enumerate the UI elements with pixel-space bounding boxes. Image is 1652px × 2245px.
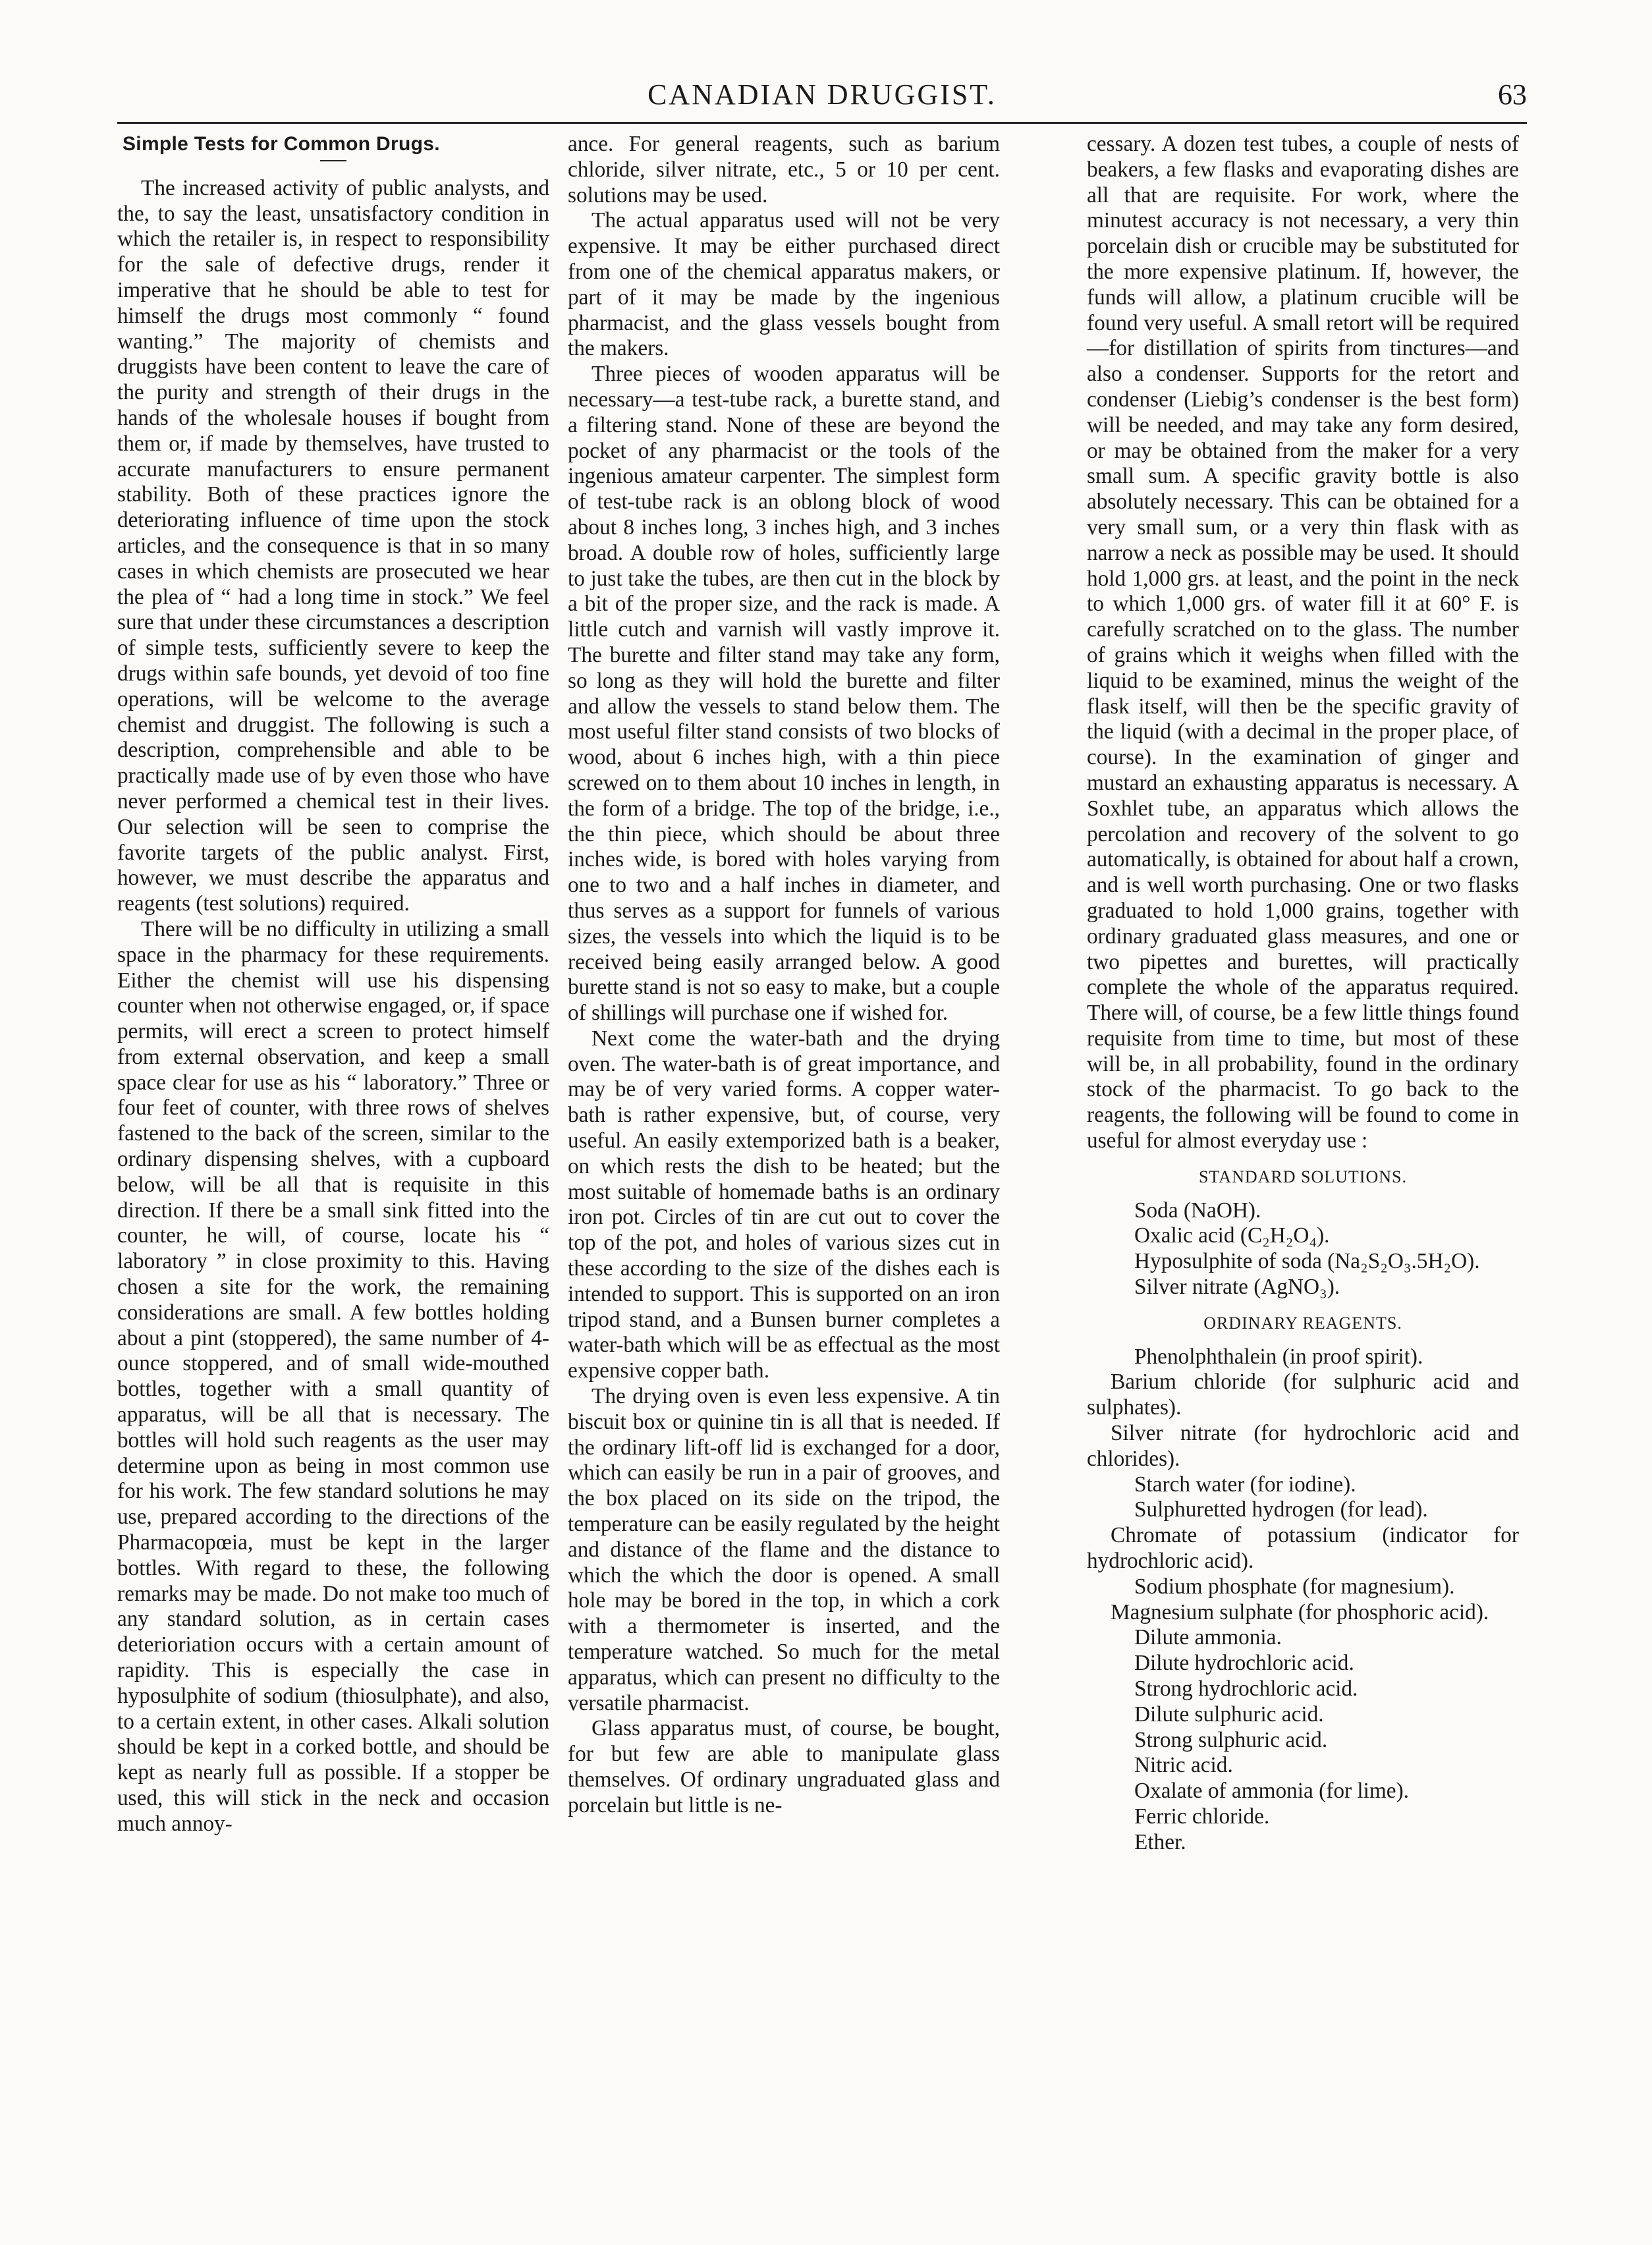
list-item: Ether. <box>1134 1829 1186 1854</box>
title-dash <box>320 160 346 161</box>
paragraph: Next come the water-bath and the drying oven. The water-bath is of great importance, and may be of very varied forms. A copper water-bath is rather expensive, but, of course, very useful. An easily extemporized bath is a beaker, on which rests the dish to be heated; but the most suitable of homemade baths is an ordinary iron pot. Circles of tin are cut out to cover the top of the pot, and holes of various sizes cut in these according to the size of the dishes each is intended to support. This is supported on an iron tripod stand, and a Bunsen burner completes a water-bath which will be as effectual as the most expensive copper bath. <box>568 1026 1000 1383</box>
list-item: Magnesium sulphate (for phosphoric acid). <box>1111 1599 1489 1624</box>
list-item: Dilute ammonia. <box>1134 1625 1282 1650</box>
paragraph: The drying oven is even less expensive. A tin biscuit box or quinine tin is all that is needed. If the ordinary lift-off lid is exchanged for a door, which can easily be run in a pair of grooves, and the box placed on its side on the tripod, the temperature can be easily regulated by the height and distance of the flame and the distance to which the which the door is opened. A small hole may be bored in the top, in which a cork with a thermometer is inserted, and the temperature watched. So much for the metal apparatus, which can present no difficulty to the versatile pharmacist. <box>568 1384 1000 1715</box>
list-item: Oxalic acid (C₂H₂O₄). <box>1134 1223 1330 1248</box>
paragraph: There will be no difficulty in utilizing a small space in the pharmacy for these requirements. Either the chemist will use his dispensing counter when not otherwise engaged, or, if space permits, will erect a screen to protect himself from external observation, and keep a small space clear for use as his “ laboratory.” Three or four feet of counter, with three rows of shelves fastened to the back of the screen, similar to the ordinary dispensing shelves, with a cupboard below, will be all that is requisite in this direction. If there be a small sink fitted into the counter, he will, of course, locate his “ laboratory ” in close proximity to this. Having chosen a site for the work, the remaining considerations are small. A few bottles holding about a pint (stoppered), the same number of 4-ounce stoppered, and of small wide-mouthed bottles, together with a small quantity of apparatus, will be all that is necessary. The bottles will hold such reagents as the user may determine upon as being in most common use for his work. The few standard solutions he may use, prepared according to the directions of the Pharmacopœia, must be kept in the larger bottles. With regard to these, the following remarks may be made. Do not make too much of any standard solution, as in certain cases deterioriation occurs with a certain amount of rapidity. This is especially the case in hyposulphite of sodium (thiosulphate), and also, to a certain extent, in other cases. Alkali solution should be kept in a corked bottle, and should be kept as nearly full as possible. If a stopper be used, this will stick in the neck and occasion much annoy- <box>117 916 549 1836</box>
list-item: Starch water (for iodine). <box>1134 1472 1356 1497</box>
journal-title: CANADIAN DRUGGIST. <box>647 78 997 111</box>
list-item: Soda (NaOH). <box>1134 1198 1261 1223</box>
article-title: Simple Tests for Common Drugs. <box>123 133 440 155</box>
paragraph: cessary. A dozen test tubes, a couple of nests of beakers, a few flasks and evaporating dishes are all that are requisite. For work, where the minutest accuracy is not necessary, a very thin porcelain dish or crucible may be substituted for the more expensive platinum. If, however, the funds will allow, a platinum crucible will be found very useful. A small retort will be required—for distillation of spirits from tinctures—and also a condenser. Supports for the retort and condenser (Liebig’s condenser is the best form) will be needed, and may take any form desired, or may be obtained from the maker for a very small sum. A specific gravity bottle is also absolutely necessary. This can be obtained for a very small sum, or a very thin flask with as narrow a neck as possible may be used. It should hold 1,000 grs. at least, and the point in the neck to which 1,000 grs. of water fill it at 60° F. is carefully scratched on to the glass. The number of grains which it weighs when filled with the liquid to be examined, minus the weight of the flask itself, will then be the specific gravity of the liquid (with a decimal in the proper place, of course). In the examination of ginger and mustard an exhausting apparatus is necessary. A Soxhlet tube, an apparatus which allows the percolation and recovery of the solvent to go automatically, is obtained for about half a crown, and is well worth purchasing. One or two flasks graduated to hold 1,000 grains, together with ordinary graduated glass measures, and one or two pipettes and burettes, will practically complete the whole of the apparatus required. There will, of course, be a few little things found requisite from time to time, but most of these will be, in all probability, found in the ordinary stock of the pharmacist. To go back to the reagents, the following will be found to come in useful for almost everyday use : <box>1087 132 1519 1153</box>
standard-solutions-heading: STANDARD SOLUTIONS. <box>1199 1167 1407 1186</box>
list-item: Chromate of potassium (indicator for hydrochloric acid). <box>1087 1523 1519 1574</box>
list-item: Barium chloride (for sulphuric acid and sulphates). <box>1087 1370 1519 1420</box>
paragraph: ance. For general reagents, such as barium chloride, silver nitrate, etc., 5 or 10 per cent. solutions may be used. <box>568 132 1000 208</box>
column-2 <box>568 132 1000 1819</box>
page-number: 63 <box>1498 78 1527 111</box>
list-item: Oxalate of ammonia (for lime). <box>1134 1779 1409 1804</box>
header-rule <box>117 122 1527 124</box>
list-item: Hyposulphite of soda (Na₂S₂O₃.5H₂O). <box>1134 1249 1480 1274</box>
list-item: Dilute hydrochloric acid. <box>1134 1651 1354 1676</box>
list-item: Phenolphthalein (in proof spirit). <box>1134 1344 1423 1369</box>
ordinary-reagents-heading: ORDINARY REAGENTS. <box>1203 1313 1402 1333</box>
paragraph: The actual apparatus used will not be very expensive. It may be either purchased direct from one of the chemical apparatus makers, or part of it may be made by the ingenious pharmacist, and the glass vessels bought from the makers. <box>568 208 1000 361</box>
column-3 <box>1087 132 1519 1856</box>
list-item: Nitric acid. <box>1134 1753 1233 1778</box>
list-item: Dilute sulphuric acid. <box>1134 1702 1324 1727</box>
list-item: Ferric chloride. <box>1134 1804 1270 1829</box>
list-item: Sulphuretted hydrogen (for lead). <box>1134 1497 1428 1522</box>
paragraph: Glass apparatus must, of course, be bought, for but few are able to manipulate glass themselves. Of ordinary ungraduated glass and porcelain but little is ne- <box>568 1716 1000 1817</box>
page-header <box>117 78 1527 124</box>
column-1 <box>117 132 549 1837</box>
paragraph: Three pieces of wooden apparatus will be necessary—a test-tube rack, a burette stand, and a filtering stand. None of these are beyond the pocket of any pharmacist or the tools of the ingenious amateur carpenter. The simplest form of test-tube rack is an oblong block of wood about 8 inches long, 3 inches high, and 3 inches broad. A double row of holes, sufficiently large to just take the tubes, are then cut in the block by a bit of the proper size, and the rack is made. A little cutch and varnish will vastly improve it. The burette and filter stand may take any form, so long as they will hold the burette and filter and allow the vessels to stand below them. The most useful filter stand consists of two blocks of wood, about 6 inches high, with a thin piece screwed on to them about 10 inches in length, in the form of a bridge. The top of the bridge, i.e., the thin piece, which should be about three inches wide, is bored with holes varying from one to two and a half inches in diameter, and thus serves as a support for funnels of various sizes, the vessels into which the liquid is to be received being easily arranged below. A good burette stand is not so easy to make, but a couple of shillings will purchase one if wished for. <box>568 362 1000 1026</box>
list-item: Strong hydrochloric acid. <box>1134 1677 1358 1702</box>
list-item: Strong sulphuric acid. <box>1134 1727 1328 1752</box>
list-item: Silver nitrate (for hydrochloric acid and chlorides). <box>1087 1421 1519 1471</box>
list-item: Silver nitrate (AgNO₃). <box>1134 1275 1340 1300</box>
list-item: Sodium phosphate (for magnesium). <box>1134 1574 1455 1599</box>
paragraph: The increased activity of public analysts, and the, to say the least, unsatisfactory condition in which the retailer is, in respect to responsibility for the sale of defective drugs, render it imperative that he should be able to test for himself the drugs most commonly “ found wanting.” The majority of chemists and druggists have been content to leave the care of the purity and strength of their drugs in the hands of the wholesale houses if bought from them or, if made by themselves, have trusted to accurate manufacturers to ensure permanent stability. Both of these practices ignore the deteriorating influence of time upon the stock articles, and the consequence is that in so many cases in which chemists are prosecuted we hear the plea of “ had a long time in stock.” We feel sure that under these circumstances a description of simple tests, sufficiently severe to keep the drugs within safe bounds, yet devoid of too fine operations, will be welcome to the average chemist and druggist. The following is such a description, comprehensible and able to be practically made use of by even those who have never performed a chemical test in their lives. Our selection will be seen to comprise the favorite targets of the public analyst. First, however, we must describe the apparatus and reagents (test solutions) required. <box>117 175 549 916</box>
